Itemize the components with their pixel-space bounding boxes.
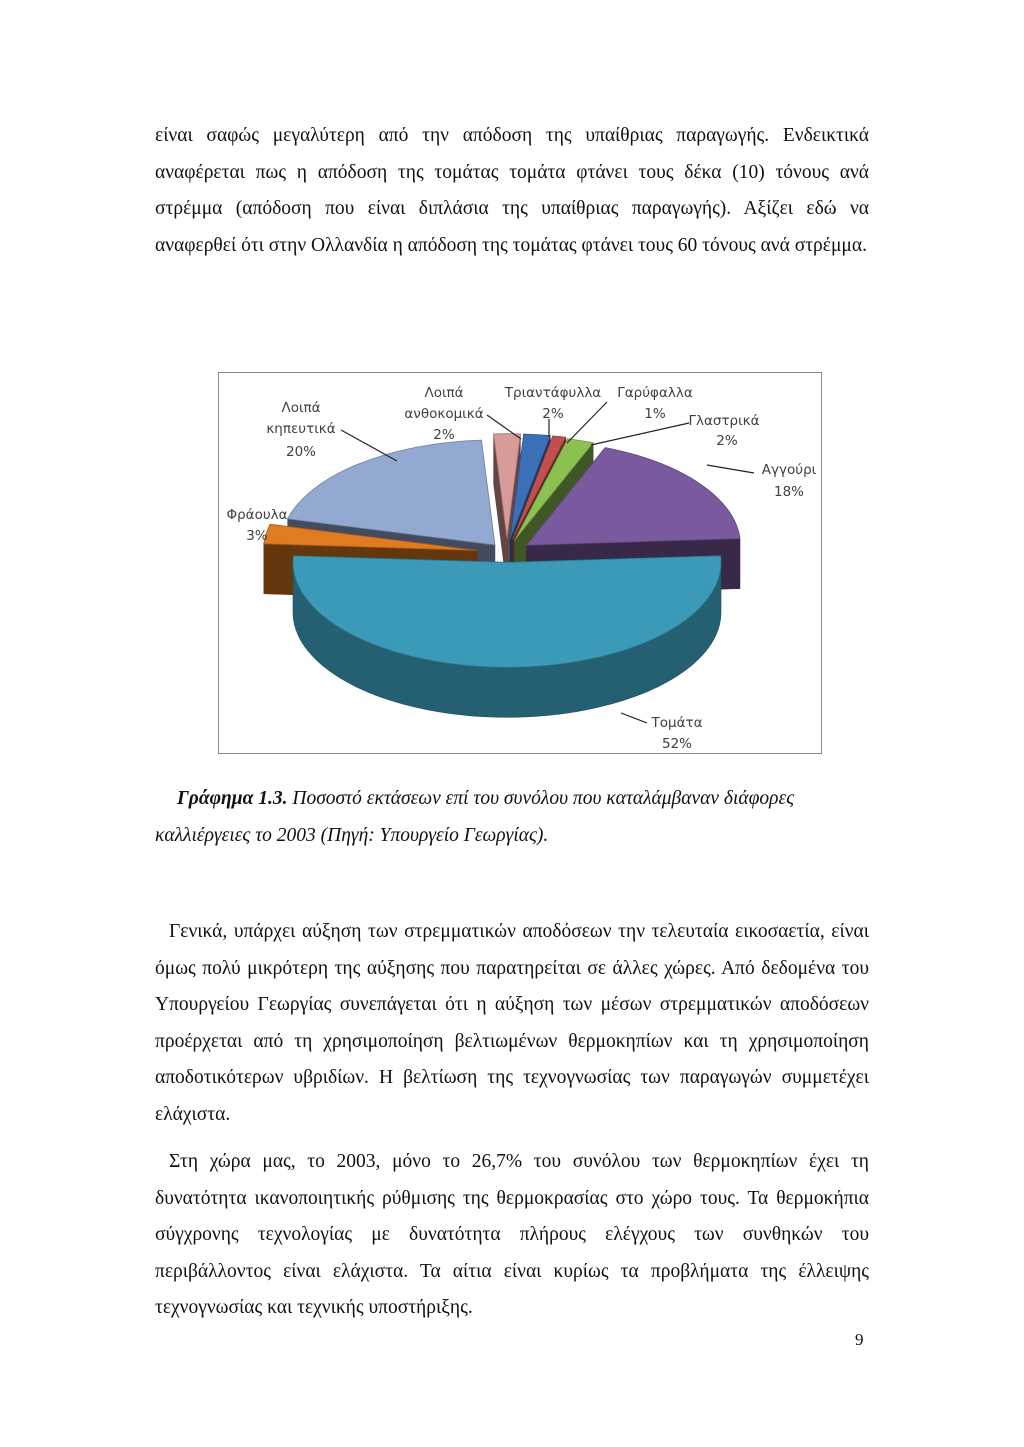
slice-label-Λοιπά-κηπευτικά: Λοιπά κηπευτικά: [266, 400, 336, 437]
figure-caption: [155, 780, 869, 854]
paragraph-yields: Γενικά, υπάρχει αύξηση των στρεμματικών αποδόσεων την τελευταία εικοσαετία, είναι όμως πολύ μικρότερη της αύξησης που παρατηρείται σε άλλες χώρες. Από δεδομένα του Υπουργείου Γεωργίας συνεπάγεται ότι η αύξηση των μέσων στρεμματικών αποδόσεων προέρχεται από τη χρησιμοποίηση βελτιωμένων θερμοκηπίων και τη χρησιμοποίηση αποδοτικότερων υβριδίων. Η βελτίωση της τεχνογνωσίας των παραγωγών συμμετέχει ελάχιστα.: [155, 921, 869, 1125]
slice-percent-Λοιπά-ανθοκομικά: 2%: [433, 427, 455, 443]
slice-label-Αγγούρι: Αγγούρι: [761, 462, 817, 478]
slice-label-Τομάτα: Τομάτα: [651, 715, 703, 731]
figure-caption-label: Γράφημα 1.3.: [177, 788, 288, 809]
slice-percent-Αγγούρι: 18%: [773, 484, 805, 500]
leader-line-Γαρύφαλλα: [567, 402, 607, 443]
slice-label-Λοιπά-ανθοκομικά: Λοιπά ανθοκομικά: [404, 385, 484, 422]
leader-line-Γλαστρικά: [591, 423, 689, 445]
slice-percent-Λοιπά-κηπευτικά: 20%: [285, 444, 317, 460]
leader-line-Αγγούρι: [707, 465, 754, 473]
slice-percent-Τομάτα: 52%: [661, 736, 693, 752]
leader-line-Τομάτα: [621, 713, 647, 723]
slice-percent-Γαρύφαλλα: 1%: [644, 406, 666, 422]
slice-percent-Τριαντάφυλλα: 2%: [542, 406, 564, 422]
slice-percent-Γλαστρικά: 2%: [716, 433, 738, 449]
slice-label-Γαρύφαλλα: Γαρύφαλλα: [617, 385, 693, 401]
paragraph-intro: είναι σαφώς μεγαλύτερη από την απόδοση της υπαίθριας παραγωγής. Ενδεικτικά αναφέρεται πως η απόδοση της τομάτας τομάτα φτάνει τους δέκα (10) τόνους ανά στρέμμα (απόδοση που είναι διπλάσια της υπαίθριας παραγωγής). Αξίζει εδώ να αναφερθεί ότι στην Ολλανδία η απόδοση της τομάτας φτάνει τους 60 τόνους ανά στρέμμα.: [155, 125, 869, 256]
pie-slice-Τομάτα: [293, 556, 721, 718]
leader-line-Λοιπά-κηπευτικά: [341, 430, 397, 461]
slice-label-Φράουλα: Φράουλα: [226, 507, 288, 523]
page-number: 9: [855, 1330, 864, 1349]
paragraph-technology: Στη χώρα μας, το 2003, μόνο το 26,7% του συνόλου των θερμοκηπίων έχει τη δυνατότητα ικανοποιητικής ρύθμισης της θερμοκρασίας στο χώρο τους. Τα θερμοκήπια σύγχρονης τεχνολογίας με δυνατότητα πλήρους ελέγχους των συνθηκών του περιβάλλοντος είναι ελάχιστα. Τα αίτια είναι κυρίως τα προβλήματα της έλλειψης τεχνογνωσίας και τεχνικής υποστήριξης.: [155, 1151, 869, 1319]
pie-chart-svg: [219, 373, 820, 752]
slice-label-Τριαντάφυλλα: Τριαντάφυλλα: [504, 385, 602, 401]
slice-label-Γλαστρικά: Γλαστρικά: [688, 413, 760, 429]
pie-chart: [218, 372, 822, 754]
figure-caption-text: Ποσοστό εκτάσεων επί του συνόλου που καταλάμβαναν διάφορες καλλιέργειες το 2003 (Πηγή: Υπουργείο Γεωργίας).: [155, 788, 795, 846]
slice-percent-Φράουλα: 3%: [246, 528, 268, 544]
